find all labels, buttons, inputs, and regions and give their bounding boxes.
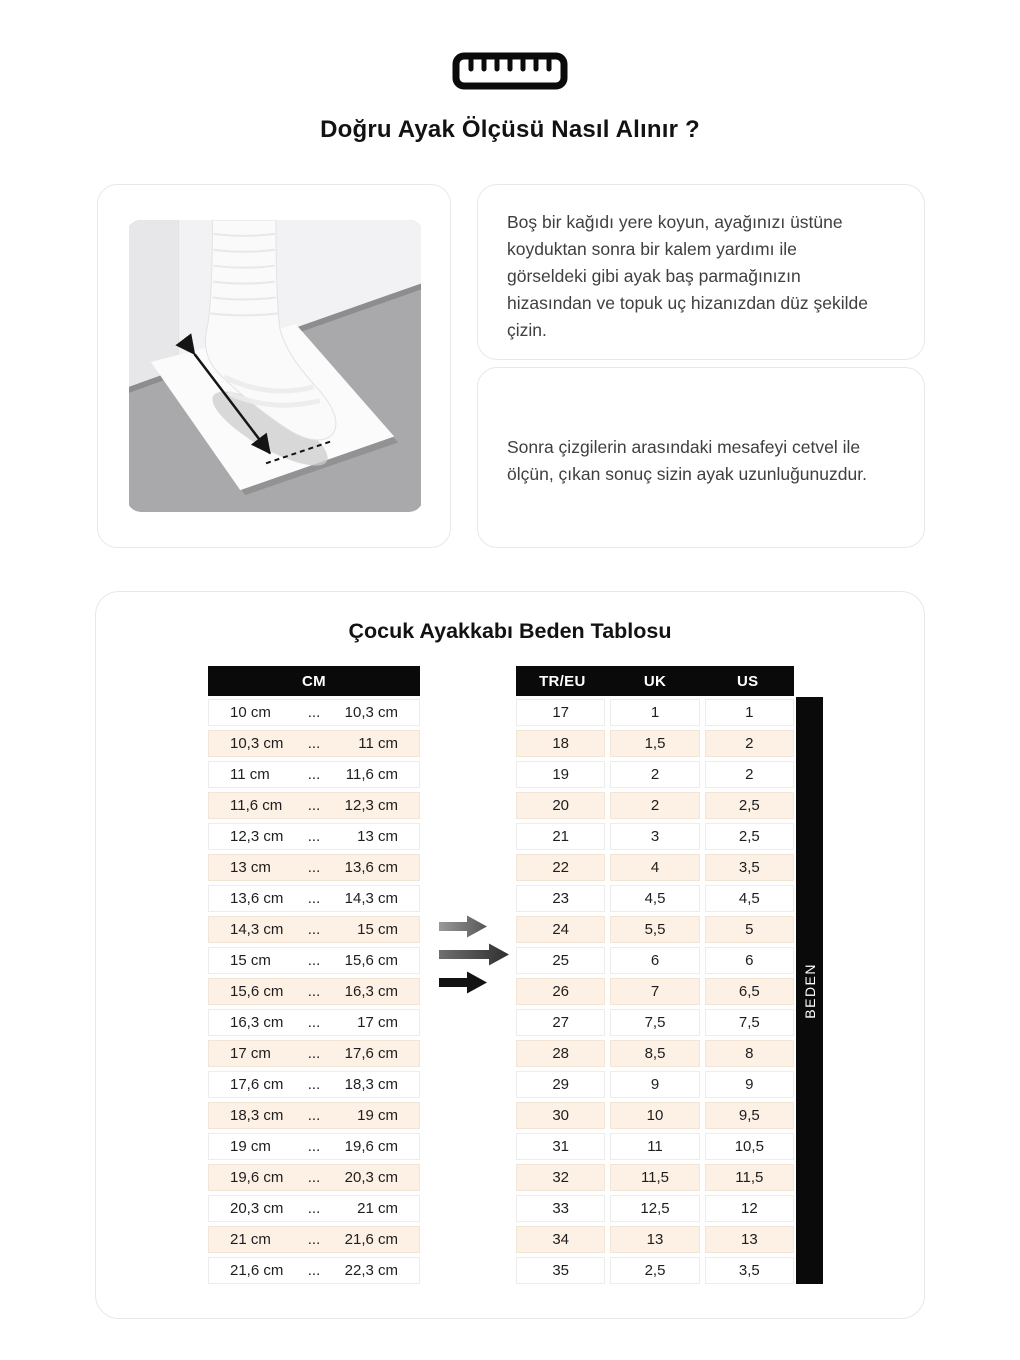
instruction-text-1: Boş bir kağıdı yere koyun, ayağınızı üstüne koyduktan sonra bir kalem yardımı ile görseldeki gibi ayak baş parmağınızın hizasından ve topuk uç hizanızdan düz şekilde çizin. — [507, 212, 868, 340]
cm-range-row — [208, 730, 420, 757]
cm-range-row — [208, 823, 420, 850]
cm-from-value: 17 cm — [230, 1045, 271, 1062]
size-cell-us: 2,5 — [705, 792, 794, 819]
cm-from-value: 15 cm — [230, 952, 271, 969]
cm-from-value: 13,6 cm — [230, 890, 284, 907]
size-row — [516, 761, 794, 788]
size-cell-tr-eu: 31 — [516, 1133, 605, 1160]
size-chart-card — [95, 591, 925, 1319]
cm-dots-value: ... — [307, 1169, 321, 1186]
instruction-cards — [477, 184, 925, 548]
cm-to-value: 14,3 cm — [344, 890, 398, 907]
cm-dots-value: ... — [307, 1076, 321, 1093]
cm-dots-value: ... — [307, 1045, 321, 1062]
size-cell-uk: 1,5 — [610, 730, 699, 757]
size-cell-us: 2,5 — [705, 823, 794, 850]
size-cell-us: 3,5 — [705, 854, 794, 881]
cm-to-value: 13,6 cm — [344, 859, 398, 876]
size-cell-us: 2 — [705, 761, 794, 788]
size-cell-tr-eu: 33 — [516, 1195, 605, 1222]
cm-dots-value: ... — [307, 1107, 321, 1124]
size-cell-us: 13 — [705, 1226, 794, 1253]
size-cell-uk: 11,5 — [610, 1164, 699, 1191]
cm-from-value: 12,3 cm — [230, 828, 284, 845]
cm-to-value: 22,3 cm — [344, 1262, 398, 1279]
size-cell-uk: 3 — [610, 823, 699, 850]
size-cell-uk: 6 — [610, 947, 699, 974]
cm-to-value: 10,3 cm — [344, 704, 398, 721]
cm-from-value: 19,6 cm — [230, 1169, 284, 1186]
cm-range-row — [208, 854, 420, 881]
instruction-card-2 — [477, 367, 925, 548]
cm-dots-value: ... — [307, 1014, 321, 1031]
cm-range-row — [208, 978, 420, 1005]
cm-to-value: 17 cm — [357, 1014, 398, 1031]
cm-dots-value: ... — [307, 828, 321, 845]
size-cell-tr-eu: 21 — [516, 823, 605, 850]
cm-dots-value: ... — [307, 1231, 321, 1248]
cm-range-row — [208, 1257, 420, 1284]
size-cell-us: 11,5 — [705, 1164, 794, 1191]
size-cell-tr-eu: 17 — [516, 699, 605, 726]
size-cell-tr-eu: 20 — [516, 792, 605, 819]
size-cell-uk: 9 — [610, 1071, 699, 1098]
size-cell-us: 10,5 — [705, 1133, 794, 1160]
howto-section — [97, 184, 925, 548]
size-row — [516, 1195, 794, 1222]
size-cell-uk: 13 — [610, 1226, 699, 1253]
header-icon-wrap — [0, 0, 1020, 90]
size-row — [516, 699, 794, 726]
cm-to-value: 19,6 cm — [344, 1138, 398, 1155]
size-cell-uk: 7 — [610, 978, 699, 1005]
instruction-text-2: Sonra çizgilerin arasındaki mesafeyi cetvel ile ölçün, çıkan sonuç sizin ayak uzunluğunuzdur. — [507, 436, 867, 484]
size-row — [516, 823, 794, 850]
cm-range-row — [208, 1164, 420, 1191]
size-table-body — [516, 699, 794, 1284]
size-cell-uk: 2 — [610, 761, 699, 788]
instruction-card-1 — [477, 184, 925, 360]
size-cell-tr-eu: 28 — [516, 1040, 605, 1067]
cm-to-value: 18,3 cm — [344, 1076, 398, 1093]
size-cell-uk: 2 — [610, 792, 699, 819]
cm-range-row — [208, 885, 420, 912]
size-cell-uk: 4 — [610, 854, 699, 881]
size-cell-tr-eu: 30 — [516, 1102, 605, 1129]
cm-range-row — [208, 699, 420, 726]
size-cell-tr-eu: 27 — [516, 1009, 605, 1036]
size-cell-us: 6 — [705, 947, 794, 974]
size-cell-us: 9,5 — [705, 1102, 794, 1129]
cm-range-row — [208, 1009, 420, 1036]
size-cell-us: 7,5 — [705, 1009, 794, 1036]
cm-dots-value: ... — [307, 704, 321, 721]
size-cell-tr-eu: 26 — [516, 978, 605, 1005]
size-row — [516, 978, 794, 1005]
cm-range-row — [208, 1040, 420, 1067]
size-row — [516, 1226, 794, 1253]
cm-table — [208, 666, 420, 1288]
measurement-photo-card — [97, 184, 451, 548]
cm-from-value: 10 cm — [230, 704, 271, 721]
cm-to-value: 13 cm — [357, 828, 398, 845]
beden-side-label: BEDEN — [796, 697, 823, 1284]
size-cell-tr-eu: 35 — [516, 1257, 605, 1284]
cm-from-value: 21,6 cm — [230, 1262, 284, 1279]
cm-range-row — [208, 1195, 420, 1222]
cm-dots-value: ... — [307, 766, 321, 783]
cm-dots-value: ... — [307, 1262, 321, 1279]
size-cell-us: 2 — [705, 730, 794, 757]
cm-range-row — [208, 947, 420, 974]
cm-from-value: 16,3 cm — [230, 1014, 284, 1031]
foot-measurement-photo — [127, 220, 423, 512]
size-cell-tr-eu: 24 — [516, 916, 605, 943]
size-row — [516, 885, 794, 912]
size-row — [516, 854, 794, 881]
page-title: Doğru Ayak Ölçüsü Nasıl Alınır ? — [320, 116, 700, 143]
cm-from-value: 21 cm — [230, 1231, 271, 1248]
cm-dots-value: ... — [307, 797, 321, 814]
cm-to-value: 21,6 cm — [344, 1231, 398, 1248]
cm-from-value: 11 cm — [230, 766, 270, 783]
cm-table-header: CM — [208, 666, 420, 696]
size-chart-title: Çocuk Ayakkabı Beden Tablosu — [348, 619, 672, 643]
cm-from-value: 20,3 cm — [230, 1200, 284, 1217]
cm-to-value: 15,6 cm — [344, 952, 398, 969]
cm-to-value: 19 cm — [357, 1107, 398, 1124]
size-cell-tr-eu: 23 — [516, 885, 605, 912]
size-cell-uk: 4,5 — [610, 885, 699, 912]
size-cell-us: 4,5 — [705, 885, 794, 912]
size-conversion-table — [516, 666, 794, 1288]
size-cell-tr-eu: 34 — [516, 1226, 605, 1253]
header-us: US — [736, 672, 759, 690]
size-table-header — [516, 666, 794, 696]
cm-to-value: 20,3 cm — [344, 1169, 398, 1186]
cm-from-value: 14,3 cm — [230, 921, 284, 938]
size-row — [516, 792, 794, 819]
cm-to-value: 11,6 cm — [345, 766, 398, 783]
cm-from-value: 18,3 cm — [230, 1107, 284, 1124]
size-row — [516, 1071, 794, 1098]
cm-from-value: 17,6 cm — [230, 1076, 284, 1093]
size-row — [516, 1257, 794, 1284]
cm-from-value: 13 cm — [230, 859, 271, 876]
cm-range-row — [208, 1102, 420, 1129]
size-row — [516, 1009, 794, 1036]
size-row — [516, 947, 794, 974]
size-cell-tr-eu: 29 — [516, 1071, 605, 1098]
size-cell-tr-eu: 19 — [516, 761, 605, 788]
cm-dots-value: ... — [307, 890, 321, 907]
cm-range-row — [208, 1133, 420, 1160]
size-cell-tr-eu: 22 — [516, 854, 605, 881]
size-cell-us: 5 — [705, 916, 794, 943]
cm-range-row — [208, 761, 420, 788]
cm-dots-value: ... — [307, 952, 321, 969]
cm-to-value: 21 cm — [357, 1200, 398, 1217]
size-cell-uk: 8,5 — [610, 1040, 699, 1067]
cm-dots-value: ... — [307, 1138, 321, 1155]
size-cell-uk: 12,5 — [610, 1195, 699, 1222]
header-uk: UK — [643, 672, 667, 690]
size-cell-uk: 5,5 — [610, 916, 699, 943]
size-cell-us: 6,5 — [705, 978, 794, 1005]
size-cell-tr-eu: 25 — [516, 947, 605, 974]
size-cell-us: 1 — [705, 699, 794, 726]
size-row — [516, 1164, 794, 1191]
ruler-icon — [452, 52, 568, 90]
cm-from-value: 19 cm — [230, 1138, 271, 1155]
size-cell-us: 12 — [705, 1195, 794, 1222]
cm-table-body — [208, 699, 420, 1284]
size-cell-uk: 7,5 — [610, 1009, 699, 1036]
cm-to-value: 16,3 cm — [344, 983, 398, 1000]
size-row — [516, 1040, 794, 1067]
transfer-arrows-icon — [437, 912, 513, 998]
size-cell-us: 3,5 — [705, 1257, 794, 1284]
size-row — [516, 1133, 794, 1160]
cm-to-value: 17,6 cm — [344, 1045, 398, 1062]
size-cell-tr-eu: 32 — [516, 1164, 605, 1191]
size-cell-us: 8 — [705, 1040, 794, 1067]
cm-dots-value: ... — [307, 859, 321, 876]
size-cell-uk: 2,5 — [610, 1257, 699, 1284]
cm-from-value: 10,3 cm — [230, 735, 284, 752]
size-cell-uk: 11 — [610, 1133, 699, 1160]
cm-range-row — [208, 1226, 420, 1253]
size-cell-uk: 1 — [610, 699, 699, 726]
size-cell-tr-eu: 18 — [516, 730, 605, 757]
cm-from-value: 15,6 cm — [230, 983, 284, 1000]
cm-range-row — [208, 1071, 420, 1098]
size-cell-uk: 10 — [610, 1102, 699, 1129]
cm-dots-value: ... — [307, 735, 321, 752]
cm-to-value: 12,3 cm — [344, 797, 398, 814]
size-cell-us: 9 — [705, 1071, 794, 1098]
cm-from-value: 11,6 cm — [230, 797, 283, 814]
cm-dots-value: ... — [307, 983, 321, 1000]
cm-range-row — [208, 916, 420, 943]
size-row — [516, 916, 794, 943]
cm-range-row — [208, 792, 420, 819]
cm-to-value: 15 cm — [357, 921, 398, 938]
size-row — [516, 1102, 794, 1129]
header-tr-eu: TR/EU — [539, 672, 586, 690]
cm-dots-value: ... — [307, 1200, 321, 1217]
cm-to-value: 11 cm — [358, 735, 398, 752]
cm-dots-value: ... — [307, 921, 321, 938]
size-row — [516, 730, 794, 757]
